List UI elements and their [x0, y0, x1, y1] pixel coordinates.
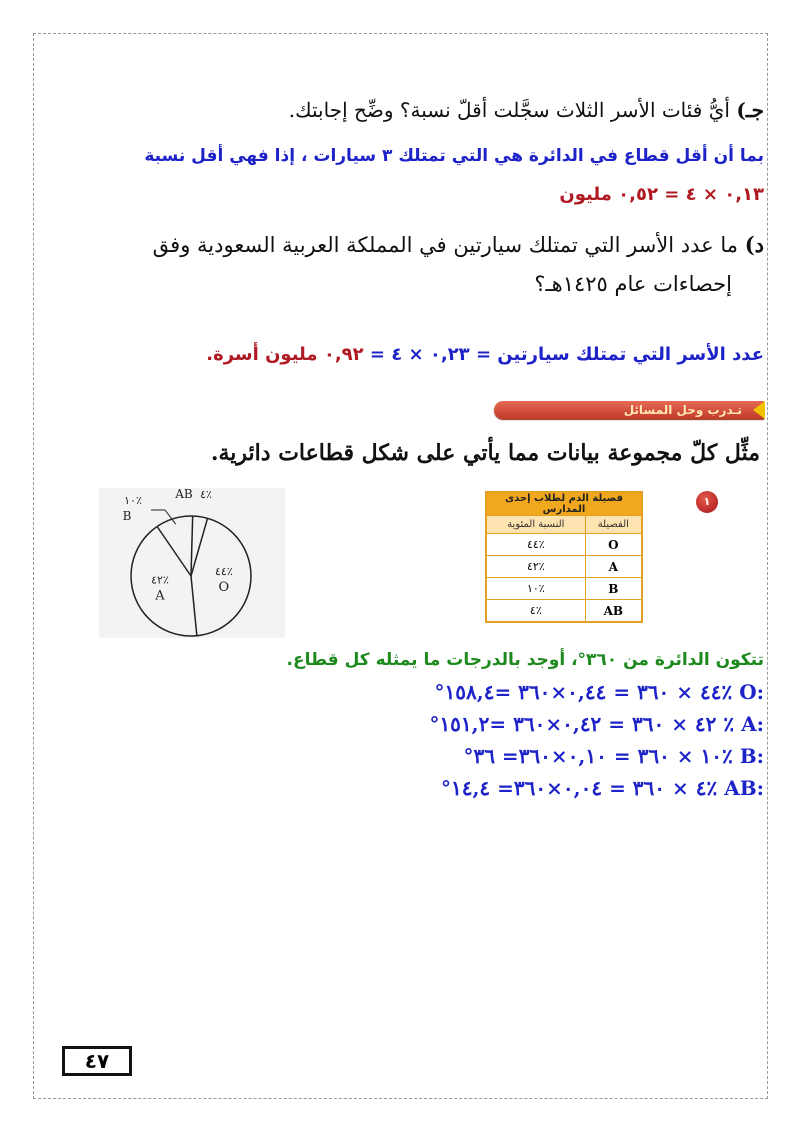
solution-line — [463, 744, 764, 768]
page-number: ٤٧ — [62, 1046, 132, 1076]
answer-c-line2: ٠,١٣ × ٤ = ٠,٥٢ مليون — [559, 184, 764, 205]
solution-line-expr: ٪١٠ × ٣٦٠ = ٠,١٠×٣٦٠= ٣٦° — [463, 744, 733, 768]
table-cell-percent: ٪١٠ — [486, 578, 585, 600]
question-c-label: جـ) — [736, 98, 764, 122]
table-cell-type: B — [585, 578, 642, 600]
solution-line — [441, 776, 764, 800]
banner-arrow-icon — [753, 401, 765, 419]
instruction: مثِّل كلّ مجموعة بيانات مما يأتي على شكل قطاعات دائرية. — [210, 440, 760, 466]
table-cell-type: O — [585, 534, 642, 556]
table-cell-type: A — [585, 556, 642, 578]
answer-d-red: ٠,٩٢ مليون أسرة. — [206, 344, 364, 365]
table-row — [486, 534, 642, 556]
section-banner — [494, 401, 764, 419]
solution-line-expr: ٪ ٤٢ × ٣٦٠ = ٠,٤٢×٣٦٠ =١٥١,٢° — [429, 712, 735, 736]
pie-chart — [99, 488, 285, 638]
question-d-text-line2: إحصاءات عام ١٤٢٥هـ؟ — [534, 272, 732, 296]
table-cell-percent: ٪٤٤ — [486, 534, 585, 556]
solution-line — [435, 680, 765, 704]
table-cell-type: AB — [585, 600, 642, 623]
question-c — [289, 98, 764, 122]
table-title: فصيلة الدم لطلاب إحدى المدارس — [486, 492, 642, 516]
question-d — [153, 232, 764, 257]
pie-label-category: B — [122, 509, 132, 523]
table-header-percent: النسبة المئوية — [486, 516, 585, 534]
solution-line-label: A: — [741, 712, 764, 736]
pie-chart-container — [99, 488, 285, 638]
pie-label-percent: ٪٤ — [200, 488, 212, 501]
question-d-label: د) — [744, 232, 764, 257]
solution-line-label: O: — [739, 680, 764, 704]
answer-d — [206, 344, 764, 365]
solution-line-label: B: — [739, 744, 764, 768]
pie-label-category: AB — [175, 488, 193, 501]
table-header-type: الفصيلة — [585, 516, 642, 534]
question-c-text: أيُّ فئات الأسر الثلاث سجَّلت أقلّ نسبة؟ وضِّح إجابتك. — [288, 98, 730, 122]
table-row — [486, 578, 642, 600]
section-banner-label: تـدرب وحل المسائل — [623, 403, 742, 417]
solution-line-expr: ٪٤ × ٣٦٠ = ٠,٠٤×٣٦٠= ١٤,٤° — [440, 776, 718, 800]
table-header-row — [486, 516, 642, 534]
answer-c-line1: بما أن أقل قطاع في الدائرة هي التي تمتلك ٣ سيارات ، إذا فهي أقل نسبة — [144, 146, 764, 166]
pie-label-percent: ٪١٠ — [124, 494, 142, 507]
table-row — [486, 556, 642, 578]
pie-label-percent: ٪٤٤ — [214, 564, 233, 578]
solution-line-label: AB: — [724, 776, 764, 800]
table-title-row — [486, 492, 642, 516]
solution-intro: تتكون الدائرة من ٣٦٠°، أوجد بالدرجات ما يمثله كل قطاع. — [286, 650, 764, 670]
pie-label-category: O — [218, 579, 230, 595]
pie-label-category: A — [155, 588, 165, 604]
table-cell-percent: ٪٤ — [486, 600, 585, 623]
blood-type-table — [485, 491, 643, 623]
answer-d-blue: عدد الأسر التي تمتلك سيارتين = ٠,٢٣ × ٤ = — [363, 344, 764, 365]
exercise-number-badge: ١ — [696, 491, 718, 513]
solution-line — [429, 712, 764, 736]
table-cell-percent: ٪٤٢ — [486, 556, 585, 578]
table-row — [486, 600, 642, 623]
solution-line-expr: ٪٤٤ × ٣٦٠ = ٠,٤٤×٣٦٠ =١٥٨,٤° — [434, 680, 733, 704]
question-d-text-line1: ما عدد الأسر التي تمتلك سيارتين في المملكة العربية السعودية وفق — [152, 233, 739, 257]
pie-label-percent: ٪٤٢ — [151, 573, 169, 587]
